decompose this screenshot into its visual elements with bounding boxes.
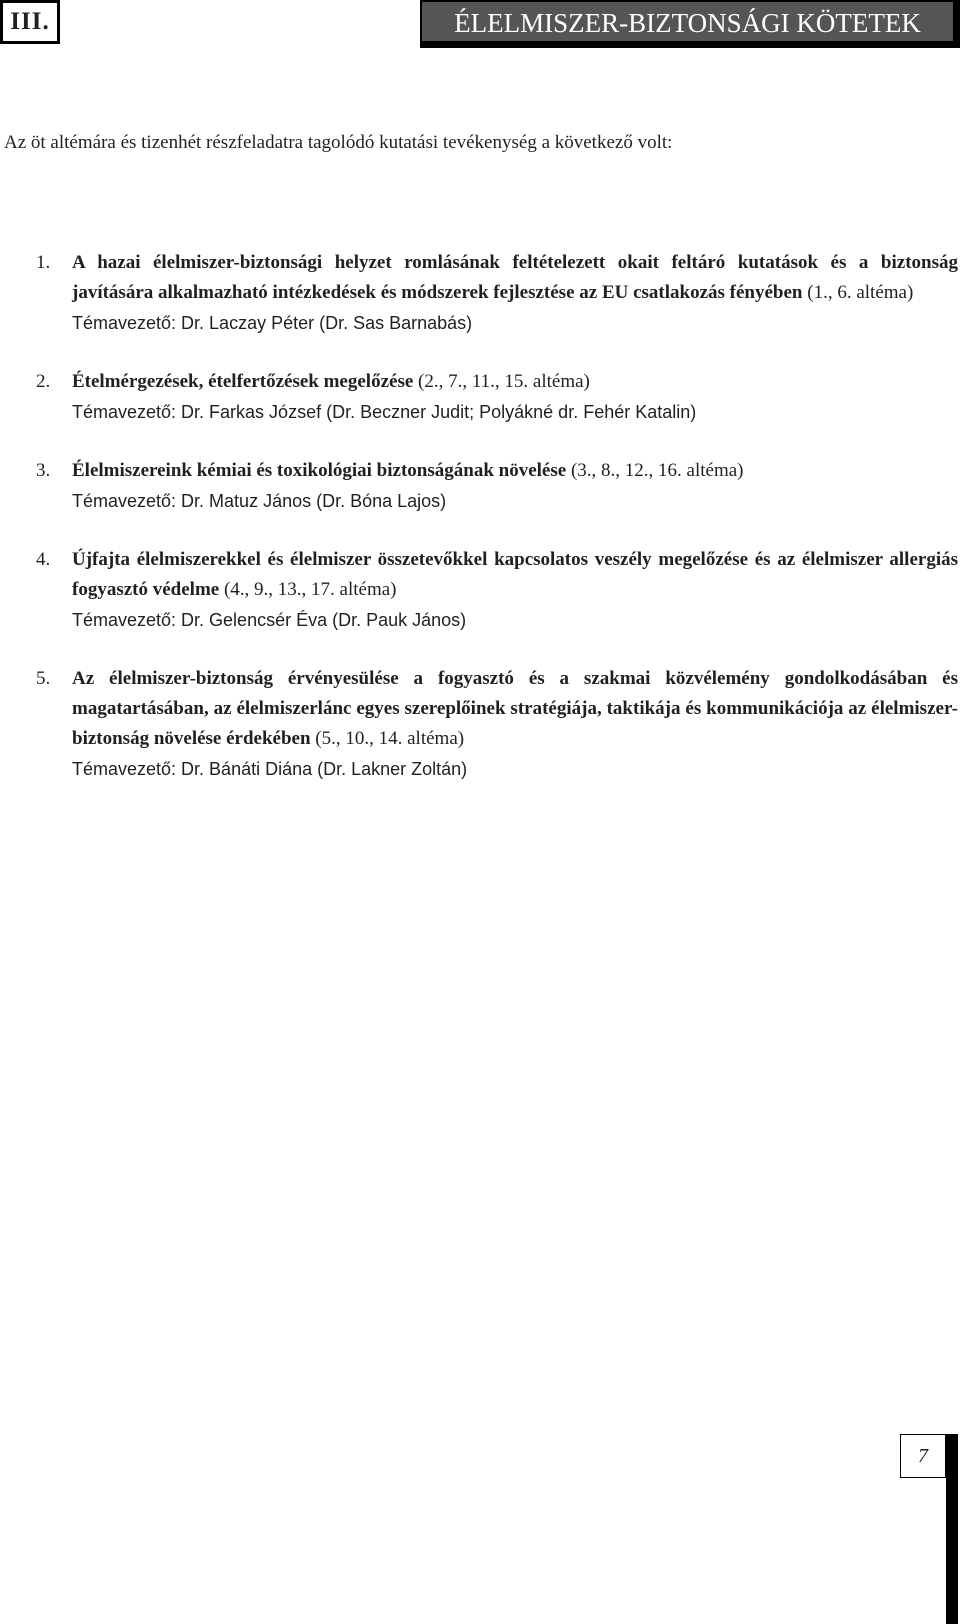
chapter-header-bar [420, 0, 960, 48]
item-title: Ételmérgezések, ételfertőzések megelőzése [72, 371, 414, 392]
item-text [72, 456, 958, 486]
page-number: 7 [900, 1434, 946, 1478]
item-title: Az élelmiszer-biztonság érvényesülése a fogyasztó és a szakmai közvélemény gondolkodásában és magatartásában, az élelmiszerlánc egyes szereplőinek stratégiája, taktikája és kommunikációja az élelmiszer-biztonság növelése érdekében [72, 668, 958, 749]
page-edge-bar [946, 1434, 958, 1624]
intro-paragraph: Az öt altémára és tizenhét részfeladatra tagolódó kutatási tevékenység a következő volt: [4, 132, 673, 153]
chapter-title: ÉLELMISZER-BIZTONSÁGI KÖTETEK [420, 0, 955, 43]
item-leader: Témavezető: Dr. Farkas József (Dr. Beczner Judit; Polyákné dr. Fehér Katalin) [72, 402, 697, 422]
chapter-number: III. [0, 0, 60, 44]
item-text [72, 545, 958, 605]
item-subtopics: (5., 10., 14. altéma) [315, 728, 465, 749]
item-text [72, 367, 958, 397]
item-subtopics: (4., 9., 13., 17. altéma) [223, 579, 397, 600]
item-subtopics: (2., 7., 11., 15. altéma) [418, 371, 590, 392]
item-number: 1. [36, 252, 51, 273]
research-topic-item [0, 664, 958, 784]
research-topic-list [0, 248, 958, 813]
item-number: 5. [36, 668, 51, 689]
item-leader: Témavezető: Dr. Bánáti Diána (Dr. Lakner Zoltán) [72, 759, 468, 779]
item-leader: Témavezető: Dr. Laczay Péter (Dr. Sas Barnabás) [72, 313, 473, 333]
item-number: 2. [36, 371, 51, 392]
item-number: 3. [36, 460, 51, 481]
research-topic-item [0, 456, 958, 516]
item-title: A hazai élelmiszer-biztonsági helyzet romlásának feltételezett okait feltáró kutatások és a biztonság javítására alkalmazható intézkedések és módszerek fejlesztése az EU csatlakozás fényében [72, 252, 958, 303]
item-subtopics: (1., 6. altéma) [807, 282, 914, 303]
item-title: Élelmiszereink kémiai és toxikológiai biztonságának növelése [72, 460, 567, 481]
item-number: 4. [36, 549, 51, 570]
item-subtopics: (3., 8., 12., 16. altéma) [570, 460, 744, 481]
research-topic-item [0, 545, 958, 635]
item-text [72, 664, 958, 754]
item-text [72, 248, 958, 308]
research-topic-item [0, 248, 958, 338]
item-leader: Témavezető: Dr. Gelencsér Éva (Dr. Pauk János) [72, 610, 467, 630]
item-leader: Témavezető: Dr. Matuz János (Dr. Bóna Lajos) [72, 491, 447, 511]
item-title: Újfajta élelmiszerekkel és élelmiszer összetevőkkel kapcsolatos veszély megelőzése és az élelmiszer allergiás fogyasztó védelme [72, 549, 958, 600]
research-topic-item [0, 367, 958, 427]
